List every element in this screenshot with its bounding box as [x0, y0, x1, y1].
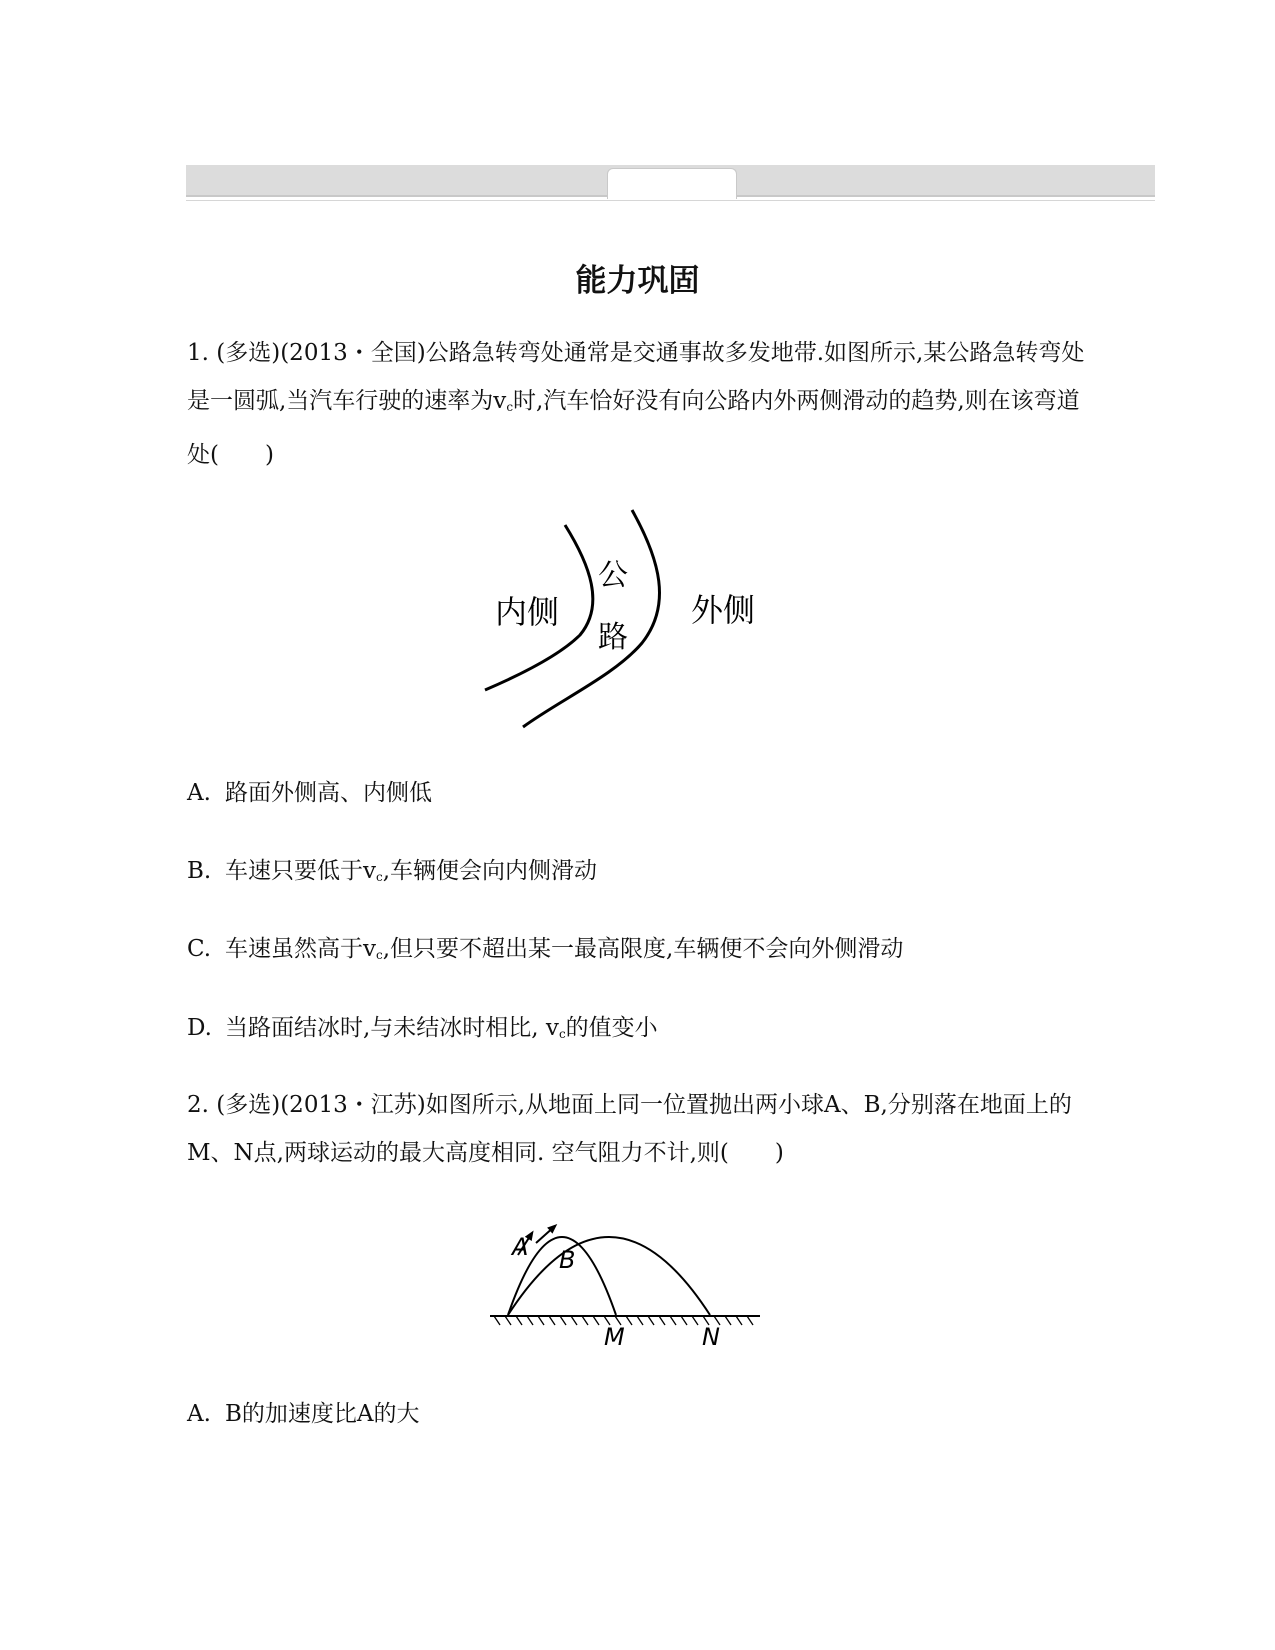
hatch-mark	[659, 1316, 665, 1325]
hatch-mark	[670, 1316, 676, 1325]
outer-side-label: 外侧	[691, 591, 756, 629]
hatch-mark	[736, 1316, 742, 1325]
hatch-mark	[692, 1316, 698, 1325]
hatch-mark	[648, 1316, 654, 1325]
question-tag: (多选)(2013・江苏)	[216, 1092, 426, 1118]
inner-side-label: 内侧	[495, 593, 560, 631]
hatch-mark	[549, 1316, 555, 1325]
page-title: 能力巩固	[575, 263, 700, 299]
hatch-mark	[538, 1316, 544, 1325]
hatch-mark	[560, 1316, 566, 1325]
question-number: 1.	[187, 340, 209, 366]
hatch-mark	[637, 1316, 643, 1325]
label-a: A	[512, 1233, 529, 1261]
hatch-mark	[516, 1316, 522, 1325]
question-tag: (多选)(2013・全国)	[216, 340, 426, 366]
option-c[interactable]: C. 车速虽然高于$v_c$,但只要不超出某一最高限度,车辆便不会向外侧滑动	[187, 936, 904, 962]
option-d[interactable]: D. 当路面结冰时,与未结冰时相比, $v_c$的值变小	[187, 1015, 658, 1041]
label-m: M	[604, 1323, 625, 1351]
trajectory-b	[508, 1237, 710, 1315]
header-tab	[607, 168, 737, 199]
road-label-1: 公	[598, 558, 628, 593]
hatch-mark	[571, 1316, 577, 1325]
hatch-mark	[527, 1316, 533, 1325]
subscript: c	[506, 400, 514, 414]
hatch-mark	[593, 1316, 599, 1325]
hatch-mark	[494, 1316, 500, 1325]
label-b: B	[559, 1246, 576, 1274]
question-number: 2.	[187, 1092, 209, 1118]
hatch-mark	[626, 1316, 632, 1325]
question-text: 公路急转弯处通常是交通事故多发地带.如图所示,某公路急转弯处是一圆弧,当汽车行驶的速率为v	[187, 340, 1085, 414]
option-a-q2[interactable]: A. B的加速度比A的大	[187, 1401, 420, 1427]
question-text-continued: 时,汽车恰好没有向公路内外两侧滑动的趋势,则在该弯道处( )	[187, 388, 1080, 468]
header-divider	[186, 200, 1155, 201]
question-2-stem	[187, 1081, 1092, 1177]
question-text: 如图所示,从地面上同一位置抛出两小球A、B,分别落在地面上的M、N点,两球运动的最大高度相同. 空气阻力不计,则( )	[187, 1092, 1072, 1166]
projectile-figure	[480, 1195, 780, 1355]
hatch-mark	[582, 1316, 588, 1325]
label-n: N	[702, 1323, 720, 1351]
hatch-mark	[725, 1316, 731, 1325]
option-a[interactable]: A. 路面外侧高、内侧低	[187, 780, 432, 806]
road-label-2: 路	[598, 620, 628, 655]
hatch-mark	[747, 1316, 753, 1325]
hatch-mark	[505, 1316, 511, 1325]
road-curve-figure	[480, 505, 780, 730]
hatch-mark	[681, 1316, 687, 1325]
question-1-stem	[187, 329, 1092, 479]
option-b[interactable]: B. 车速只要低于$v_c$,车辆便会向内侧滑动	[187, 858, 598, 884]
